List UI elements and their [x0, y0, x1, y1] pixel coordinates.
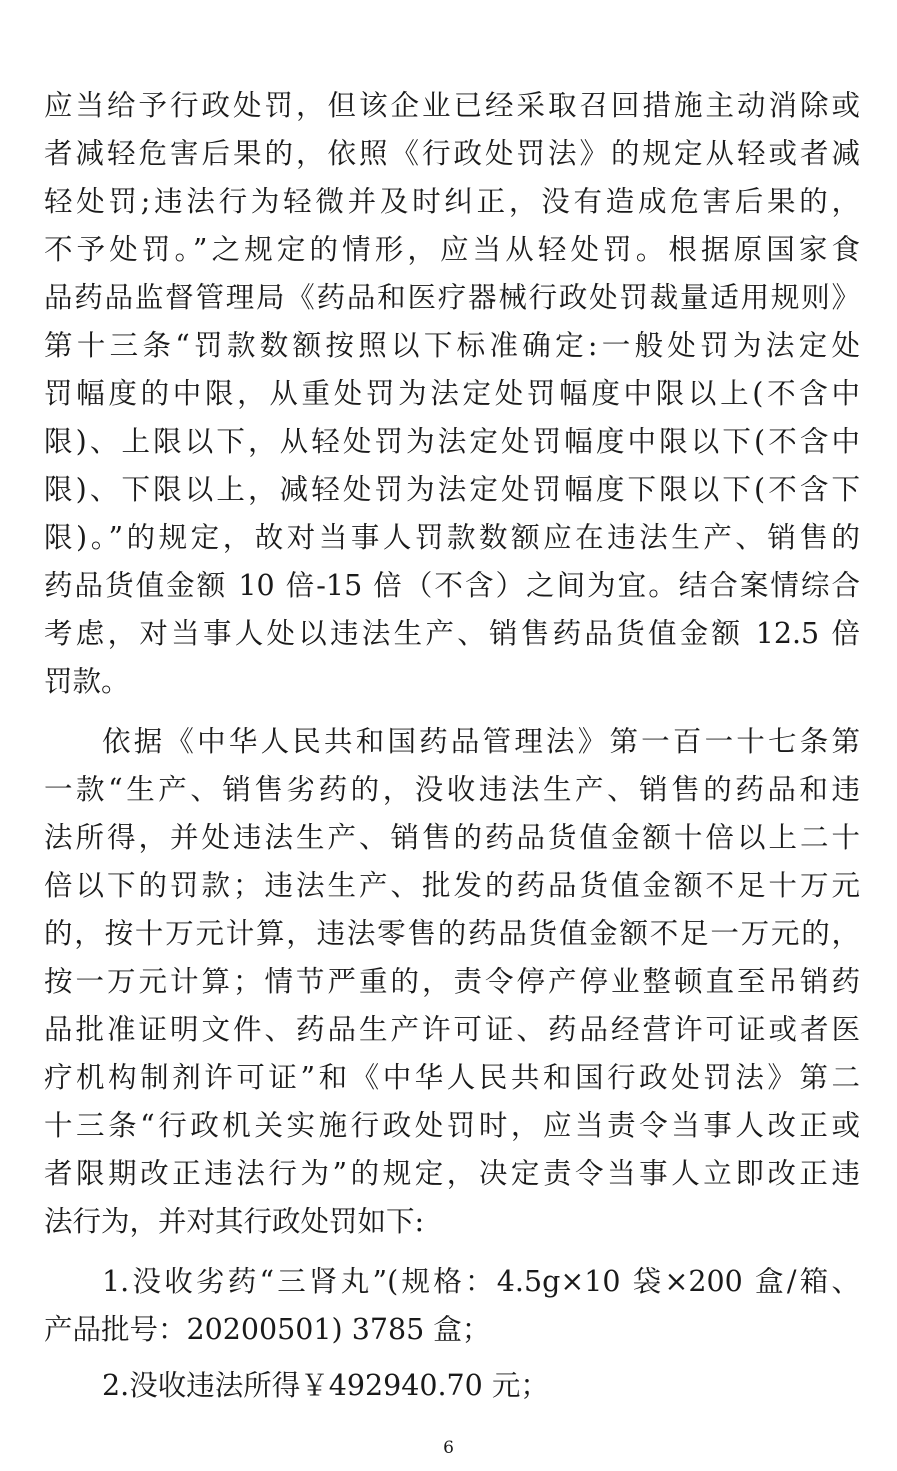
text-line: 法所得，并处违法生产、销售的药品货值金额十倍以上二十	[44, 821, 860, 854]
text-line: 十三条“行政机关实施行政处罚时，应当责令当事人改正或	[44, 1109, 860, 1142]
text-line: 罚幅度的中限，从重处罚为法定处罚幅度中限以上(不含中	[44, 377, 860, 410]
text-line: 2.没收违法所得￥492940.70 元；	[102, 1369, 549, 1402]
text-line: 一款“生产、销售劣药的，没收违法生产、销售的药品和违	[44, 773, 860, 806]
text-line: 品药品监督管理局《药品和医疗器械行政处罚裁量适用规则》	[44, 281, 860, 314]
text-line: 限)。”的规定，故对当事人罚款数额应在违法生产、销售的	[44, 521, 860, 554]
text-line: 倍以下的罚款；违法生产、批发的药品货值金额不足十万元	[44, 869, 860, 902]
text-line: 药品货值金额 10 倍-15 倍（不含）之间为宜。结合案情综合	[44, 569, 860, 602]
text-line: 应当给予行政处罚，但该企业已经采取召回措施主动消除或	[44, 89, 860, 122]
page-number: 6	[443, 1438, 454, 1458]
text-line: 者减轻危害后果的，依照《行政处罚法》的规定从轻或者减	[44, 137, 860, 170]
text-line: 限)、下限以上，减轻处罚为法定处罚幅度下限以下(不含下	[44, 473, 860, 506]
text-line: 产品批号：20200501) 3785 盒；	[44, 1313, 491, 1346]
text-line: 疗机构制剂许可证”和《中华人民共和国行政处罚法》第二	[44, 1061, 860, 1094]
text-line: 考虑，对当事人处以违法生产、销售药品货值金额 12.5 倍	[44, 617, 860, 650]
text-line: 罚款。	[44, 665, 130, 698]
text-line: 第十三条“罚款数额按照以下标准确定:一般处罚为法定处	[44, 329, 860, 362]
text-line: 限)、上限以下，从轻处罚为法定处罚幅度中限以下(不含中	[44, 425, 860, 458]
text-line: 法行为，并对其行政处罚如下:	[44, 1205, 425, 1238]
text-line: 者限期改正违法行为”的规定，决定责令当事人立即改正违	[44, 1157, 860, 1190]
text-line: 依据《中华人民共和国药品管理法》第一百一十七条第	[102, 725, 860, 758]
text-line: 的，按十万元计算，违法零售的药品货值金额不足一万元的，	[44, 917, 860, 950]
text-line: 不予处罚。”之规定的情形，应当从轻处罚。根据原国家食	[44, 233, 860, 266]
text-line: 品批准证明文件、药品生产许可证、药品经营许可证或者医	[44, 1013, 860, 1046]
text-line: 按一万元计算；情节严重的，责令停产停业整顿直至吊销药	[44, 965, 860, 998]
text-line: 轻处罚;违法行为轻微并及时纠正，没有造成危害后果的，	[44, 185, 860, 218]
text-line: 1.没收劣药“三肾丸”(规格：4.5g×10 袋×200 盒/箱、	[102, 1265, 860, 1298]
